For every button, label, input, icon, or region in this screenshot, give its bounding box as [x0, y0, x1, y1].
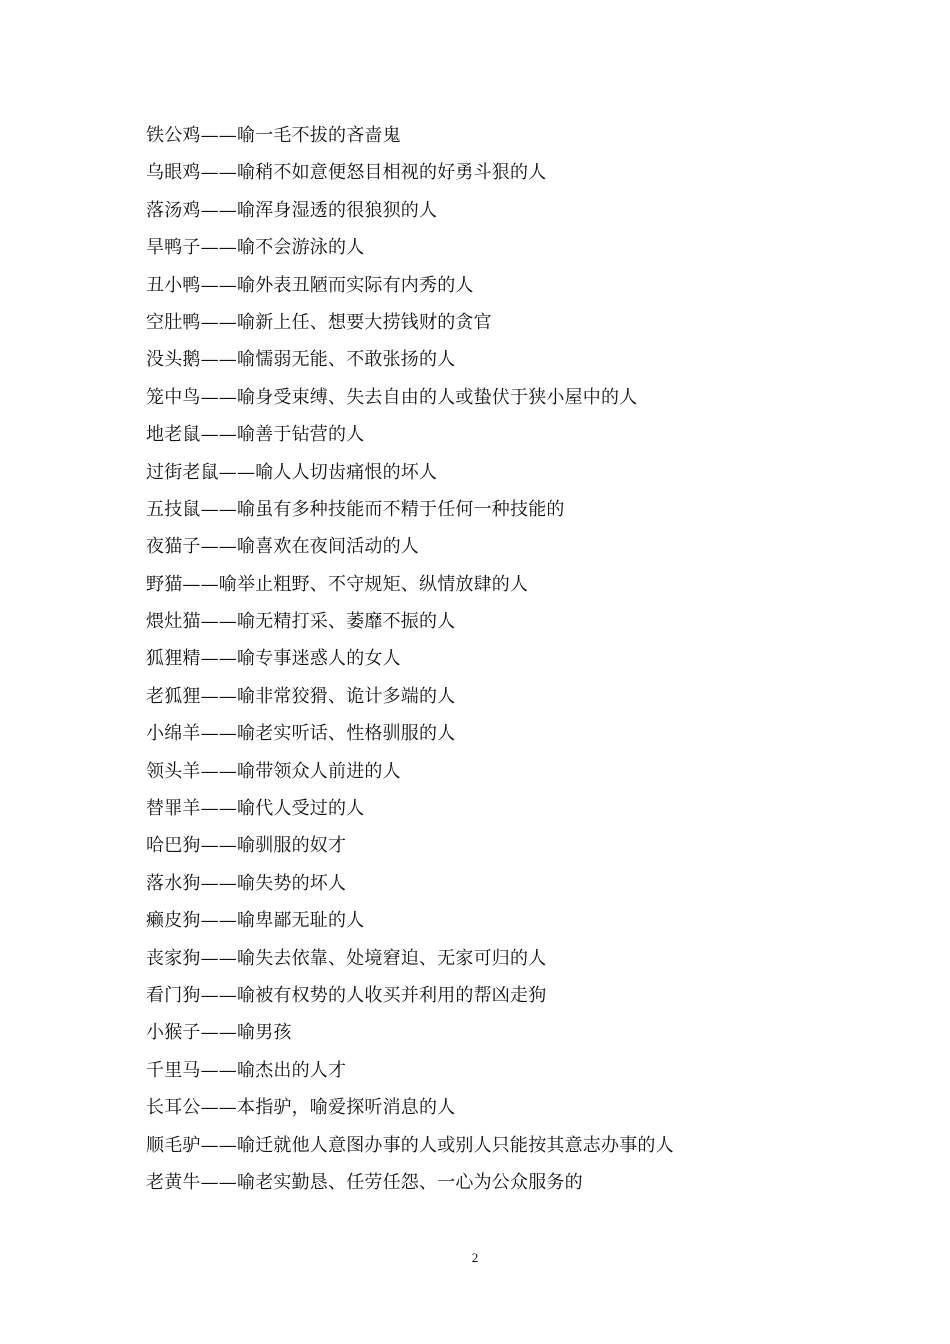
list-item: 夜猫子——喻喜欢在夜间活动的人	[146, 536, 419, 558]
list-item: 顺毛驴——喻迁就他人意图办事的人或别人只能按其意志办事的人	[146, 1134, 674, 1156]
list-item: 煨灶猫——喻无精打采、萎靡不振的人	[146, 611, 456, 633]
list-item: 长耳公——本指驴，喻爱探听消息的人	[146, 1097, 456, 1119]
list-item: 看门狗——喻被有权势的人收买并利用的帮凶走狗	[146, 984, 547, 1006]
list-item: 狐狸精——喻专事迷惑人的女人	[146, 648, 401, 670]
list-item: 过街老鼠——喻人人切齿痛恨的坏人	[146, 461, 438, 483]
list-item: 笼中鸟——喻身受束缚、失去自由的人或蛰伏于狭小屋中的人	[146, 386, 638, 408]
list-item: 小猴子——喻男孩	[146, 1022, 292, 1044]
list-item: 小绵羊——喻老实听话、性格驯服的人	[146, 723, 456, 745]
list-item: 哈巴狗——喻驯服的奴才	[146, 835, 347, 857]
list-item: 落水狗——喻失势的坏人	[146, 872, 347, 894]
list-item: 领头羊——喻带领众人前进的人	[146, 760, 401, 782]
page-number: 2	[471, 1250, 479, 1265]
list-item: 癞皮狗——喻卑鄙无耻的人	[146, 910, 365, 932]
list-item: 替罪羊——喻代人受过的人	[146, 798, 365, 820]
list-item: 五技鼠——喻虽有多种技能而不精于任何一种技能的	[146, 498, 565, 520]
list-item: 丧家狗——喻失去依靠、处境窘迫、无家可归的人	[146, 947, 547, 969]
list-item: 丑小鸭——喻外表丑陋而实际有内秀的人	[146, 274, 474, 296]
list-item: 老狐狸——喻非常狡猾、诡计多端的人	[146, 685, 456, 707]
list-item: 乌眼鸡——喻稍不如意便怒目相视的好勇斗狠的人	[146, 162, 547, 184]
list-item: 没头鹅——喻懦弱无能、不敢张扬的人	[146, 349, 456, 371]
list-item: 空肚鸭——喻新上任、想要大捞钱财的贪官	[146, 311, 492, 333]
idiom-list	[146, 117, 906, 1201]
list-item: 野猫——喻举止粗野、不守规矩、纵情放肆的人	[146, 573, 529, 595]
list-item: 落汤鸡——喻浑身湿透的很狼狈的人	[146, 199, 438, 221]
list-item: 老黄牛——喻老实勤恳、任劳任怨、一心为公众服务的	[146, 1171, 583, 1193]
list-item: 铁公鸡——喻一毛不拔的吝啬鬼	[146, 125, 401, 146]
list-item: 旱鸭子——喻不会游泳的人	[146, 237, 365, 259]
list-item: 地老鼠——喻善于钻营的人	[146, 424, 365, 446]
list-item: 千里马——喻杰出的人才	[146, 1059, 347, 1081]
